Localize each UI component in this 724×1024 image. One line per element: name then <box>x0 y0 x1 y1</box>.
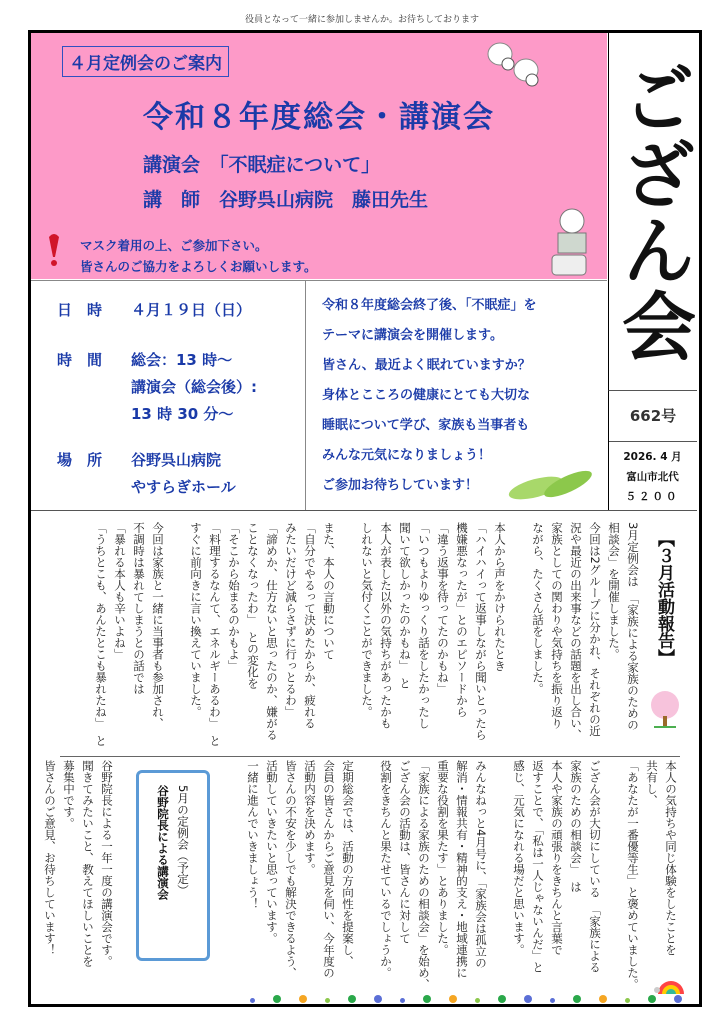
text-line: 家族のための相談会」 は <box>569 760 583 893</box>
text-line: みんなねっと4月号に、「家族会は孤立の <box>474 760 488 969</box>
issue-number: 662号 <box>608 390 697 442</box>
text-line: 本人が表した以外の気持ちがあったかも <box>379 522 393 729</box>
text-line: 共有し、 <box>645 760 659 806</box>
text-line: 「ハイハイって返事しながら聞いとったら <box>474 522 488 741</box>
dot <box>449 995 457 1003</box>
lecturer: 講 師 谷野呉山病院 藤田先生 <box>143 189 429 211</box>
cherry-tree-icon <box>648 690 682 730</box>
postal-code: ５２００ <box>625 491 680 503</box>
date-label: 日 時 <box>57 301 103 319</box>
time-lecture-label: 講演会（総会後）: <box>131 378 257 396</box>
dot <box>273 995 281 1003</box>
text-line: 皆さんのご意見、お待ちしています！ <box>43 760 57 956</box>
text-line: すぐに前向きに言い換えていました。 <box>189 522 203 718</box>
text-line: 「暴れる本人も辛いよね」 <box>113 522 127 660</box>
text-line: 「諦めか、仕方ないと思ったのか、嫌がる <box>265 522 279 741</box>
text-line: 役割をきちんと果たせているでしょうか。 <box>379 760 393 979</box>
next-meeting-label: 5月の定例会（予定） <box>176 785 190 896</box>
place-hospital: 谷野呉山病院 <box>131 451 222 469</box>
text-line: 皆さん、最近よく眠れていますか？ <box>322 358 531 373</box>
text-line: 相談会」を開催しました。 <box>607 522 621 660</box>
event-title: 令和８年度総会・講演会 <box>143 100 495 135</box>
dot <box>550 998 555 1003</box>
masthead-title: ござん会 <box>608 33 697 390</box>
text-line <box>167 522 186 754</box>
text-line: みんな元気になりましょう！ <box>322 448 492 463</box>
decorative-dots <box>250 988 700 1007</box>
lower-text-left <box>40 760 116 1004</box>
text-line: 睡眠について学び、家族も当事者も <box>322 418 530 433</box>
lower-text-right <box>243 760 680 1004</box>
text-line: しれないと気付くことができました。 <box>360 522 374 718</box>
text-line: 況や最近の出来事などの話題を出し合い、 <box>569 522 583 741</box>
text-line: テーマに講演会を開催します。 <box>322 328 503 343</box>
bean-pods-illustration <box>506 466 596 506</box>
text-line: 今回は2グループに分かれ、それぞれの近 <box>588 522 602 737</box>
text-line: 「家族による家族のための相談会」を始め、 <box>417 760 431 990</box>
exclamation-icon <box>48 233 60 267</box>
dot <box>674 995 682 1003</box>
text-line: 「料理するなんて、エネルギーあるわ」 と <box>208 522 222 747</box>
notice-mask: マスク着用の上、ご参加下さい。 <box>80 238 268 253</box>
text-line: 募集中です。 <box>62 760 76 829</box>
notice-cooperation: 皆さんのご協力をよろしくお願いします。 <box>80 259 317 274</box>
text-line <box>604 760 623 1004</box>
text-line: 「そこから始まるのかもよ」 <box>227 522 241 672</box>
text-line: 活動していきたいと思っています。 <box>265 760 279 944</box>
text-line: 返すことで、「私は一人じゃないんだ」と <box>531 760 545 973</box>
next-meeting-topic: 谷野院長による講演会 <box>156 785 170 900</box>
dot <box>400 998 405 1003</box>
intro-panel <box>306 280 607 511</box>
text-line: 不調時は暴れてしまうとの話では <box>132 522 146 695</box>
text-line: 定期総会では、活動の方向性を提案し、 <box>341 760 355 967</box>
text-line: 家族としての関わりや気持ちを振り返り <box>550 522 564 729</box>
text-line: 活動内容を決めます。 <box>303 760 317 875</box>
text-line: 「うちとこも、あんたとこも暴れたね」 と <box>94 522 108 747</box>
text-line: 本人から声をかけられたとき <box>493 522 507 672</box>
place-hall: やすらぎホール <box>131 478 236 496</box>
text-line: 会員の皆さんからご意見を伺い、今年度の <box>322 760 336 979</box>
bear-reading-illustration <box>540 205 602 277</box>
text-line: 感じ、元気になれる場だと思います。 <box>512 760 526 956</box>
text-line: ござん会の活動は、皆さんに対して <box>398 760 412 944</box>
text-line: 聞いて欲しかったのかもね」 と <box>398 522 412 689</box>
text-line: ながら、たくさん話をしました。 <box>531 522 545 695</box>
text-line: 3月定例会は 「家族による家族のための <box>626 522 640 731</box>
masthead-info <box>608 441 696 510</box>
butterfly-fairies-illustration <box>486 40 550 88</box>
issue-date: 2026. 4 月 <box>623 451 682 463</box>
text-line <box>357 760 376 1004</box>
issue-place: 富山市北代 <box>626 471 679 483</box>
event-details <box>31 280 306 511</box>
text-line: ことなくなったわ」 との変化を <box>246 522 260 689</box>
dot <box>498 995 506 1003</box>
text-line: 身体とこころの健康にとても大切な <box>322 388 531 403</box>
text-line: 皆さんの不安を少しでも解決できるよう、 <box>284 760 298 979</box>
report-text <box>91 522 642 754</box>
text-line: 解消・情報共有・精神的支え・地域連携に <box>455 760 469 979</box>
dot <box>648 995 656 1003</box>
lecture-topic: 講演会 「不眠症について」 <box>143 154 381 176</box>
text-line: 本人の気持ちや同じ体験をしたことを <box>664 760 678 956</box>
text-line: 「違う返事を待ってたのかもね」 <box>436 522 450 695</box>
dot <box>475 998 480 1003</box>
text-line: 「自分でやるって決めたからか、疲れる <box>303 522 317 729</box>
text-line: 今回は家族と一緒に当事者も参加され、 <box>151 522 165 729</box>
place-label: 場 所 <box>57 451 103 469</box>
rainbow-turtle-icon <box>652 974 686 996</box>
time-general: 総会：13 時～ <box>131 351 233 369</box>
report-heading: 【３月活動報告】 <box>654 530 674 666</box>
dot <box>625 998 630 1003</box>
text-line: また、本人の言動について <box>322 522 336 660</box>
meeting-badge: ４月定例会のご案内 <box>62 46 229 77</box>
time-lecture: 13 時 30 分～ <box>131 405 234 423</box>
time-label: 時 間 <box>57 351 103 369</box>
next-meeting-scroll <box>136 770 210 961</box>
text-line <box>490 760 509 1004</box>
text-line: 聞きてみたいこと、教えてほしいことを <box>81 760 95 967</box>
dot <box>573 995 581 1003</box>
date-value: ４月１９日（日） <box>131 301 252 319</box>
dot <box>250 998 255 1003</box>
text-line: 「いつもよりゆっくり話をしたかったし <box>417 522 431 729</box>
dot <box>374 995 382 1003</box>
text-line: ご参加お待ちしています！ <box>322 478 479 493</box>
dot <box>423 995 431 1003</box>
dot <box>348 995 356 1003</box>
intro-text <box>322 291 537 501</box>
dot <box>299 995 307 1003</box>
text-line: 本人や家族の頑張りをきちんと言葉で <box>550 760 564 956</box>
text-line: ござん会が大切にしている 「家族による <box>588 760 602 973</box>
top-note: 役員となって一緒に参加しませんか。お待ちしております <box>244 15 479 25</box>
section-divider <box>31 510 697 511</box>
text-line: 機嫌悪なったが」とのエピソードから <box>455 522 469 718</box>
text-line: みたいだけど減らさずに行っとるわ」 <box>284 522 298 718</box>
dot <box>524 995 532 1003</box>
dot <box>599 995 607 1003</box>
dot <box>325 998 330 1003</box>
text-line: 重要な役割を果たす」とありました。 <box>436 760 450 956</box>
text-line: 令和８年度総会終了後、「不眠症」を <box>322 298 537 313</box>
text-line <box>338 522 357 754</box>
text-line: 「あなたが一番優等生」と褒めていました。 <box>626 760 640 990</box>
text-line: 一緒に進んでいきましょう！ <box>246 760 260 910</box>
section-divider-lower <box>60 756 680 757</box>
text-line: 谷野院長による一年一度の講演会です。 <box>100 760 114 967</box>
text-line <box>509 522 528 754</box>
